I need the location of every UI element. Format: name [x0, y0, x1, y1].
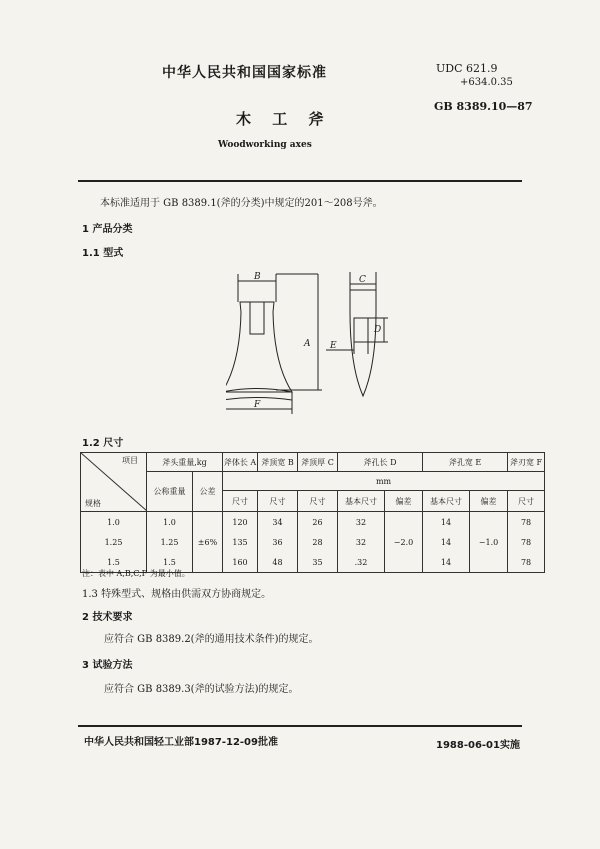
issuer-title: 中华人民共和国国家标准 [162, 65, 327, 81]
cell-nominal: 1.25 [147, 532, 193, 552]
table-row [81, 512, 545, 533]
unit-label: mm [223, 472, 545, 491]
cell-d: .32 [338, 552, 385, 573]
subheader-size-b: 尺寸 [258, 491, 298, 512]
english-title: Woodworking axes [218, 140, 312, 150]
intro-paragraph: 本标准适用于 GB 8389.1(斧的分类)中规定的201～208号斧。 [100, 198, 383, 209]
cell-spec: 1.0 [81, 512, 147, 533]
label-a: A [304, 339, 311, 349]
header-top-width: 斧顶宽 B [258, 453, 298, 472]
axe-figure [226, 268, 436, 428]
section-1-3-text: 1.3 特殊型式、规格由供需双方协商规定。 [82, 589, 272, 600]
cell-b: 34 [258, 512, 298, 533]
cell-nominal: 1.0 [147, 512, 193, 533]
subheader-deviation-d: 偏差 [385, 491, 423, 512]
cell-e: 14 [423, 552, 470, 573]
corner-spec-label: 规格 [85, 499, 101, 508]
approval-line: 中华人民共和国轻工业部1987-12-09批准 [84, 737, 278, 748]
footer-rule [78, 725, 522, 727]
udc-line-2: +634.0.35 [460, 77, 513, 88]
cell-hole-length-deviation: −2.0 [385, 512, 423, 573]
cell-nominal: 1.5 [147, 552, 193, 573]
header-rule [78, 180, 522, 182]
section-3-heading: 3 试验方法 [82, 660, 133, 671]
label-c: C [359, 275, 366, 285]
section-1-2-heading: 1.2 尺寸 [82, 438, 124, 449]
subheader-size-a: 尺寸 [223, 491, 258, 512]
cell-a: 135 [223, 532, 258, 552]
table-corner [81, 453, 147, 512]
subheader-size-f: 尺寸 [508, 491, 545, 512]
cell-spec: 1.5 [81, 552, 147, 573]
header-weight: 斧头重量,kg [147, 453, 223, 472]
cell-hole-width-deviation: −1.0 [470, 512, 508, 573]
label-e: E [330, 341, 337, 351]
udc-line-1: UDC 621.9 [436, 62, 498, 75]
header-hole-length: 斧孔长 D [338, 453, 423, 472]
label-b: B [254, 272, 261, 282]
cell-e: 14 [423, 512, 470, 533]
cell-f: 78 [508, 512, 545, 533]
cell-c: 28 [298, 532, 338, 552]
cell-d: 32 [338, 512, 385, 533]
cell-d: 32 [338, 532, 385, 552]
corner-item-label: 项目 [122, 456, 138, 465]
cell-b: 36 [258, 532, 298, 552]
header-hole-width: 斧孔宽 E [423, 453, 508, 472]
cell-e: 14 [423, 532, 470, 552]
section-2-text: 应符合 GB 8389.2(斧的通用技术条件)的规定。 [104, 634, 319, 645]
header-edge-width: 斧刃宽 F [508, 453, 545, 472]
cell-a: 120 [223, 512, 258, 533]
subheader-size-c: 尺寸 [298, 491, 338, 512]
cell-a: 160 [223, 552, 258, 573]
cell-f: 78 [508, 532, 545, 552]
cell-spec: 1.25 [81, 532, 147, 552]
header-tolerance: 公差 [193, 472, 223, 512]
header-body-length: 斧体长 A [223, 453, 258, 472]
cell-b: 48 [258, 552, 298, 573]
section-1-heading: 1 产品分类 [82, 224, 133, 235]
section-2-heading: 2 技术要求 [82, 612, 133, 623]
cell-tolerance: ±6% [193, 512, 223, 573]
label-d: D [374, 325, 382, 335]
dimension-table [80, 452, 545, 573]
cell-c: 35 [298, 552, 338, 573]
header-top-thickness: 斧顶厚 C [298, 453, 338, 472]
cell-c: 26 [298, 512, 338, 533]
label-f: F [254, 400, 261, 410]
subheader-basic-size-e: 基本尺寸 [423, 491, 470, 512]
document-title: 木 工 斧 [236, 110, 332, 128]
gb-number: GB 8389.10—87 [434, 100, 533, 113]
table-note: 注：表中 A,B,C,F 为最小值。 [82, 569, 190, 578]
udc-number [436, 62, 513, 90]
section-1-1-heading: 1.1 型式 [82, 248, 124, 259]
cell-f: 78 [508, 552, 545, 573]
subheader-basic-size-d: 基本尺寸 [338, 491, 385, 512]
header-nominal-weight: 公称重量 [147, 472, 193, 512]
effective-date: 1988-06-01实施 [436, 740, 520, 751]
subheader-deviation-e: 偏差 [470, 491, 508, 512]
section-3-text: 应符合 GB 8389.3(斧的试验方法)的规定。 [104, 684, 299, 695]
